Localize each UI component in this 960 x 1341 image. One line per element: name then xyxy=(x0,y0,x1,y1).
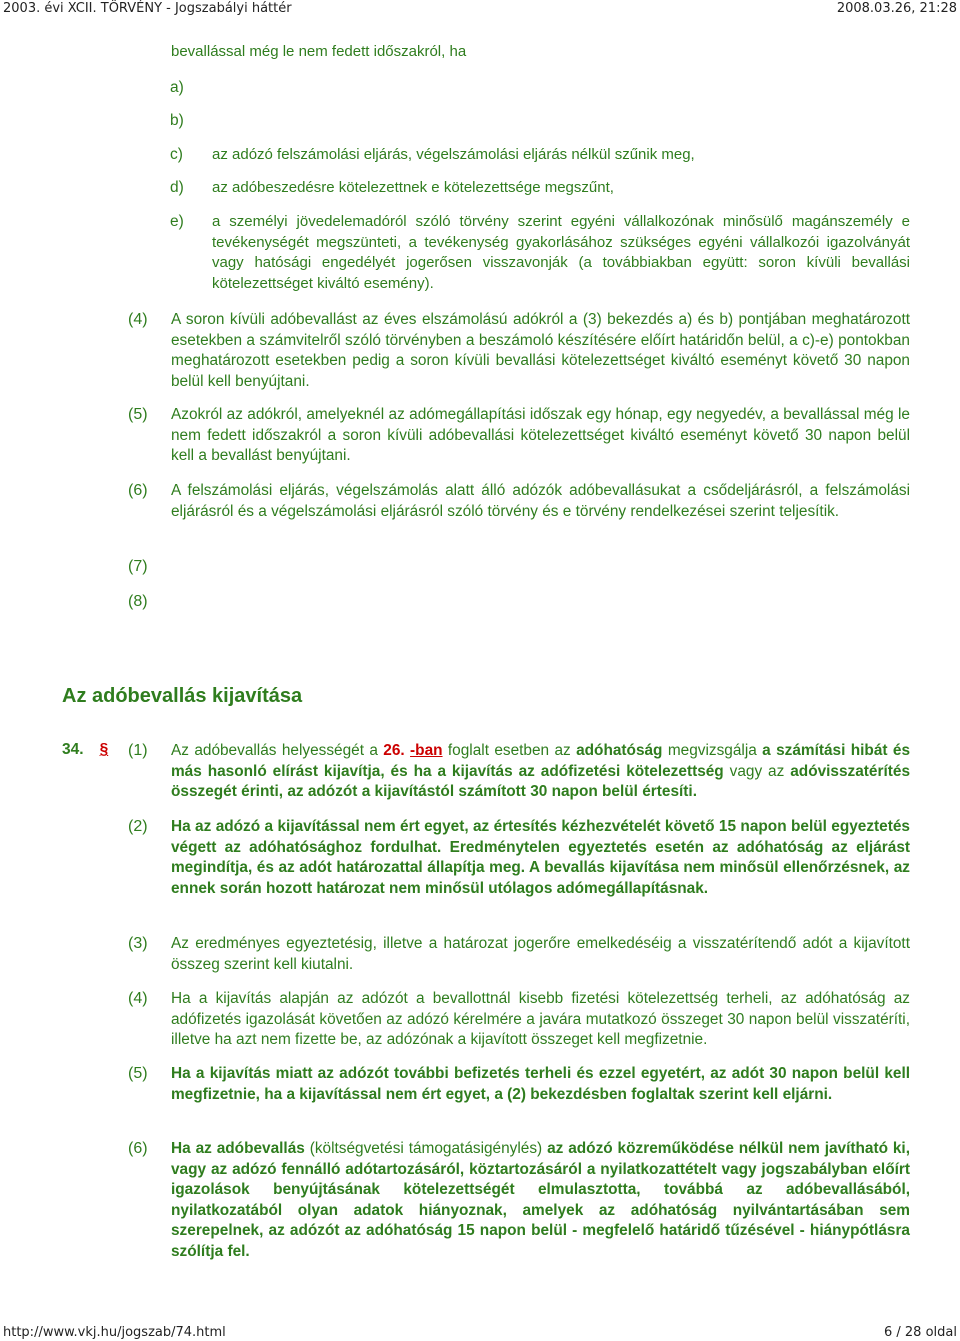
header-title: 2003. évi XCII. TÖRVÉNY - Jogszabályi háttér xyxy=(3,1,292,16)
section-paragraph-4 xyxy=(128,989,910,1051)
print-footer xyxy=(0,1325,960,1341)
section-number xyxy=(62,741,108,759)
section-paragraph-5 xyxy=(128,1064,910,1105)
paragraph-5 xyxy=(128,405,910,467)
paragraph-text: Ha a kijavítás alapján az adózót a bevallottnál kisebb fizetési kötelezettség terheli, az adóhatóság az adófizetés igazolását követően az adózó kérelmére a javára mutatkozó összeget 30 napon belül visszatéríti, illetve ha azt nem fizette be, az adózónak a kijavított összeget kell megfizetnie. xyxy=(171,990,910,1048)
subpoint-text: a személyi jövedelemadóról szóló törvény szerint egyéni vállalkozónak minősülő magánszemély e tevékenységét megszünteti, a tevékenység gyakorlásához szükséges egyéni vállalkozói igazolványát vagy hatósági engedélyét jogerősen visszavonják (a továbbiakban együtt: soron kívüli bevallási kötelezettséget kiváltó esemény). xyxy=(212,213,910,292)
paragraph-number: (8) xyxy=(128,593,148,610)
paragraph-8 xyxy=(128,592,910,613)
subpoint-a xyxy=(170,78,910,111)
paragraph-number: (5) xyxy=(128,406,148,423)
paragraph-text xyxy=(171,1139,910,1262)
paragraph-6 xyxy=(128,481,910,522)
footer-page-number: 6 / 28 oldal xyxy=(884,1325,957,1340)
paragraph-text: Ha az adózó a kijavítással nem ért egyet, az értesítés kézhezvételét követő 15 napon belül egyeztetés végett az adóhatósághoz fordulhat. Eredménytelen egyeztetés esetén az adóhatóság az eljárást megindítja, és az adót határozattal állapítja meg. A bevallás kijavítása nem minősül ellenőrzésnek, az ennek során hozott határozat nem minősül utólagos adómegállapításnak. xyxy=(171,818,910,897)
section-paragraph-3 xyxy=(128,934,910,975)
paragraph-number: (5) xyxy=(128,1065,148,1082)
subpoint-c xyxy=(170,145,910,178)
reference-section-link[interactable]: -ban xyxy=(410,742,443,759)
subpoint-d xyxy=(170,178,910,212)
subpoint-e xyxy=(170,212,910,294)
paragraph-number: (6) xyxy=(128,482,148,499)
paragraph-number: (3) xyxy=(128,935,148,952)
subpoint-text: az adózó felszámolási eljárás, végelszámolási eljárás nélkül szűnik meg, xyxy=(212,146,695,163)
subpoint-b xyxy=(170,111,910,145)
text-run: Az adóbevallás helyességét a xyxy=(171,742,384,759)
subpoint-text: az adóbeszedésre kötelezettnek e kötelezettsége megszűnt, xyxy=(212,179,614,196)
paragraph-number: (7) xyxy=(128,558,148,575)
subpoint-list xyxy=(170,78,910,294)
section-paragraph-2 xyxy=(128,817,910,899)
paragraph-4 xyxy=(128,310,910,392)
subpoint-label: c) xyxy=(170,146,183,163)
bold-run: Ha az adóbevallás xyxy=(171,1140,305,1157)
subpoint-label: e) xyxy=(170,213,184,230)
header-datetime: 2008.03.26, 21:28 xyxy=(836,1,957,16)
paragraph-text: A soron kívüli adóbevallást az éves elszámolású adókról a (3) bekezdés a) és b) pontjában meghatározott esetekben a számvitelről szóló törvényben a beszámoló készítésére előírt határidőn belül, a c)-e) pontokban meghatározott esetekben pedig a soron kívüli bevallási kötelezettséget kiváltó eseményt követő 30 napon belül kell benyújtani. xyxy=(171,311,910,390)
paragraph-number: (1) xyxy=(128,742,148,759)
paragraph-7 xyxy=(128,557,910,578)
paragraph-text xyxy=(171,592,910,613)
section-heading: Az adóbevallás kijavítása xyxy=(62,685,303,707)
subpoint-text xyxy=(212,111,910,145)
section-number-text: 34. xyxy=(62,741,84,758)
print-header xyxy=(0,0,960,18)
text-run: megvizsgálja xyxy=(662,742,763,759)
paragraph-text: Azokról az adókról, amelyeknél az adómegállapítási időszak egy hónap, egy negyedév, a bevallással még le nem fedett időszakról a soron kívüli adóbevallási kötelezettséget kiváltó eseményt követő 30 napon belül kell a bevallást benyújtani. xyxy=(171,406,910,464)
text-run: foglalt esetben az xyxy=(442,742,577,759)
paragraph-number: (6) xyxy=(128,1140,148,1157)
text-run: vagy az xyxy=(723,762,791,780)
paragraph-text: Az eredményes egyeztetésig, illetve a határozat jogerőre emelkedéséig a visszatérítendő adót a kijavított összeg szerint kell kiutalni. xyxy=(171,935,910,973)
paragraph-text: A felszámolási eljárás, végelszámolás alatt álló adózók adóbevallásukat a csődeljárásról, a felszámolási eljárásról és a végelszámolási eljárásról szóló törvény és e törvény rendelkezései szerint teljesítik. xyxy=(171,482,910,520)
subpoint-label: d) xyxy=(170,179,184,196)
paragraph-text xyxy=(171,741,910,803)
subpoint-label: b) xyxy=(170,112,184,129)
paragraph-number: (2) xyxy=(128,818,148,835)
section-sign-link[interactable]: § xyxy=(99,741,109,758)
reference-number: 26. xyxy=(383,742,405,759)
paragraph-text: Ha a kijavítás miatt az adózót további befizetés terheli és ezzel egyetért, az adót 30 napon belül kell megfizetnie, ha a kijavítással nem ért egyet, a (2) bekezdésben foglaltak szerint kell eljárni. xyxy=(171,1065,910,1103)
text-run: (költségvetési támogatásigénylés) xyxy=(304,1140,548,1157)
bold-run: adóvisszatérítés összegét érinti, az adózót a kijavítástól számított 30 napon belül értesíti. xyxy=(171,762,911,800)
footer-url[interactable]: http://www.vkj.hu/jogszab/74.html xyxy=(3,1325,226,1340)
bold-run: adóhatóság xyxy=(576,742,663,759)
subpoint-text xyxy=(212,78,910,111)
bold-run: az adózó közreműködése nélkül nem javítható ki, vagy az adózó fennálló adótartozásáról, köztartozásáról a nyilatkozattételt vagy jogszabályban előírt igazolások benyújtásának kötelezettségét elmulasztotta, továbbá az adóbevallásából, nyilatkozatából olyan adatok hiányoznak, amelyek az adóhatóság nyilvántartásában sem szerepelnek, az adózót az adóhatóság 15 napon belül - megfelelő határidő tűzésével - hiánypótlásra szólítja fel. xyxy=(171,1140,910,1260)
section-paragraph-6 xyxy=(128,1139,910,1262)
paragraph-number: (4) xyxy=(128,311,148,328)
subpoint-label: a) xyxy=(170,79,184,96)
paragraph-text xyxy=(171,557,910,578)
paragraph-number: (4) xyxy=(128,990,148,1007)
intro-text: bevallással még le nem fedett időszakról, ha xyxy=(171,43,467,60)
bold-run: a számítási hibát és más hasonló elírást kijavítja, és ha a kijavítás az adófizetési kötelezettség xyxy=(171,742,910,780)
section-paragraph-1 xyxy=(128,741,910,803)
